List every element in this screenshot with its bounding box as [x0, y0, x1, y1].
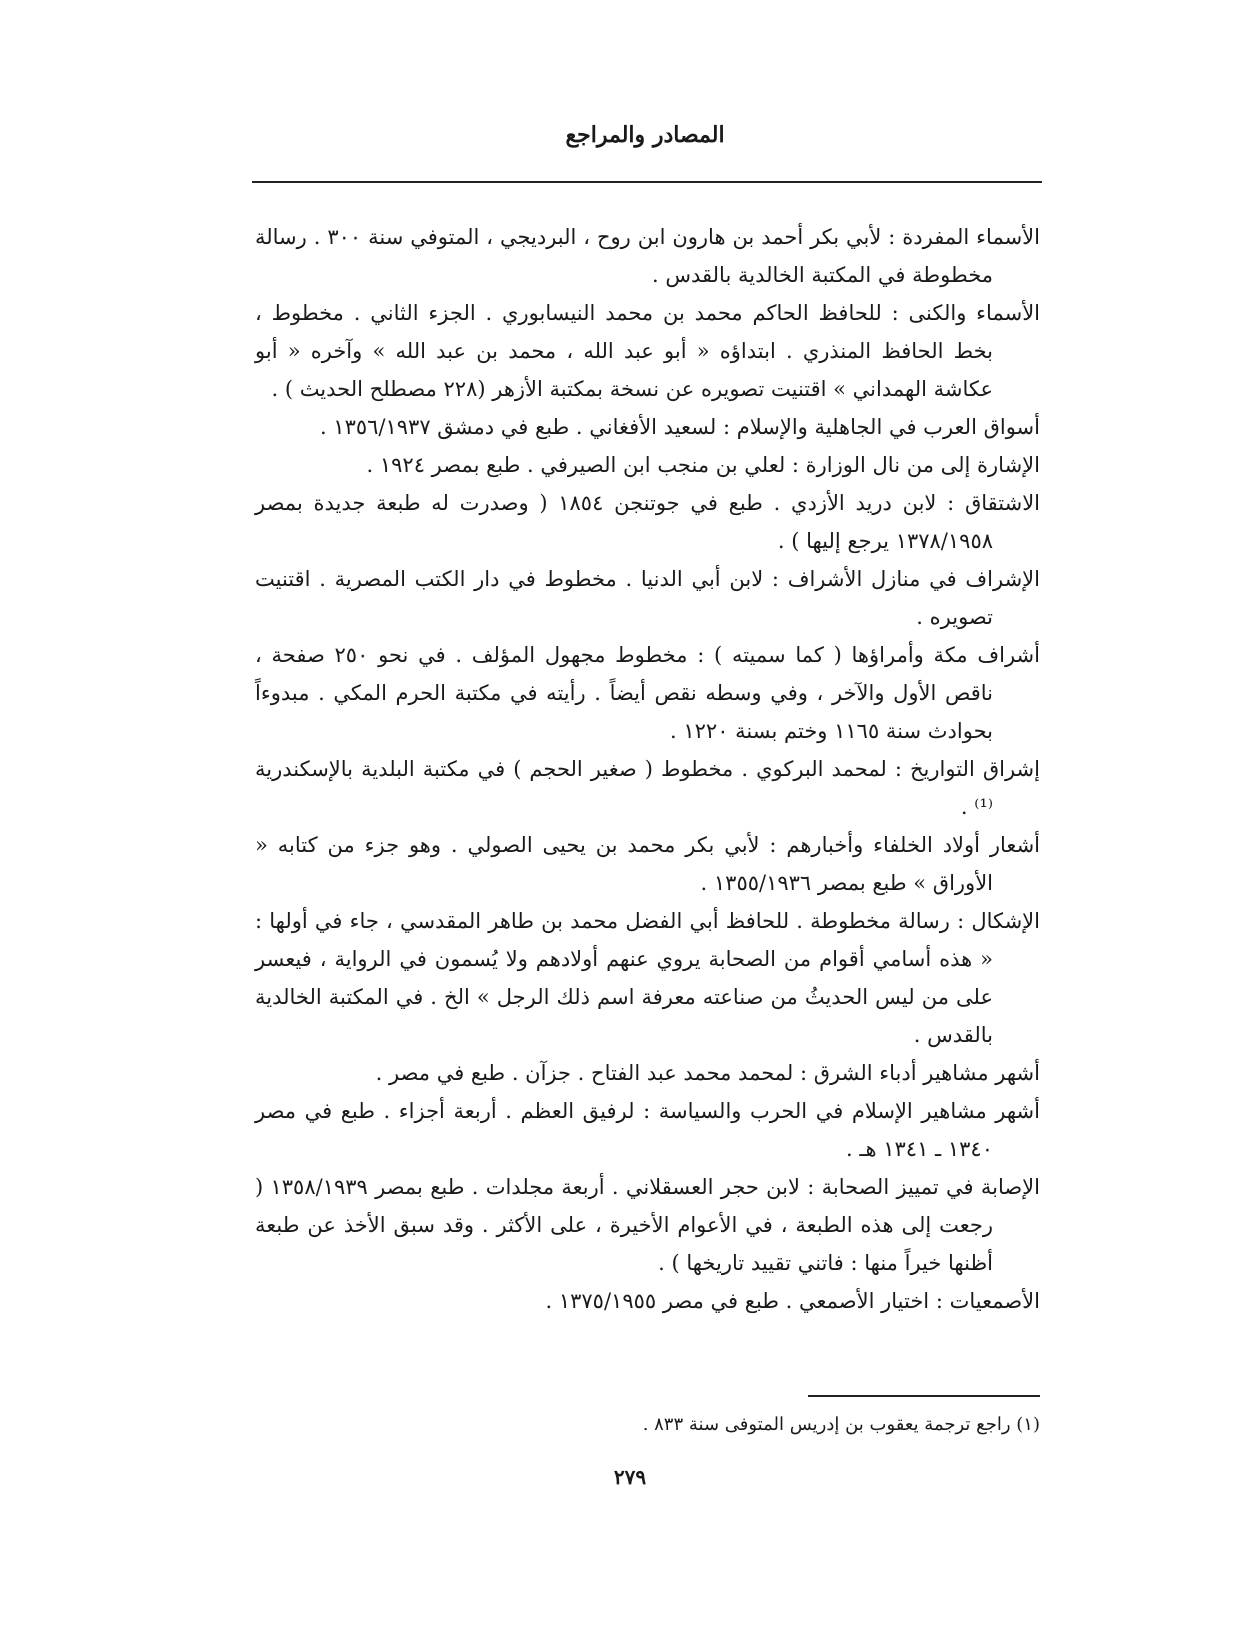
footnote: (١) راجع ترجمة يعقوب بن إدريس المتوفى سنة ٨٣٣ .: [642, 1414, 1040, 1435]
bibliography-entry: أسواق العرب في الجاهلية والإسلام : لسعيد الأفغاني . طبع في دمشق ١٣٥٦/١٩٣٧ .: [319, 415, 1040, 439]
bibliography-entry: أشهر مشاهير أدباء الشرق : لمحمد محمد عبد الفتاح . جزآن . طبع في مصر .: [375, 1061, 1040, 1085]
bibliography-entry: الإشارة إلى من نال الوزارة : لعلي بن منجب ابن الصيرفي . طبع بمصر ١٩٢٤ .: [366, 453, 1040, 477]
bibliography-entry: أشهر مشاهير الإسلام في الحرب والسياسة : لرفيق العظم . أربعة أجزاء . طبع في مصر ١٣٤٠ ـ ١٣٤١ هـ .: [255, 1099, 1040, 1161]
bibliography-entry: الإصابة في تمييز الصحابة : لابن حجر العسقلاني . أربعة مجلدات . طبع بمصر ١٣٥٨/١٩٣٩ ( رجعت إلى هذه الطبعة ، في الأعوام الأخيرة ، على الأكثر . وقد سبق الأخذ عن طبعة أظنها خيراً منها : فاتني تقييد تاريخها ) .: [255, 1175, 1040, 1275]
bibliography-entry: الإشكال : رسالة مخطوطة . للحافظ أبي الفضل محمد بن طاهر المقدسي ، جاء في أولها : « هذه أسامي أقوام من الصحابة يروي عنهم أولادهم ولا يُسمون في الرواية ، فيعسر على من ليس الحديثُ من صناعته معرفة اسم ذلك الرجل » الخ . في المكتبة الخالدية بالقدس .: [255, 909, 1040, 1047]
header-rule: [252, 181, 1042, 183]
bibliography-entry: أشراف مكة وأمراؤها ( كما سميته ) : مخطوط مجهول المؤلف . في نحو ٢٥٠ صفحة ، ناقص الأول والآخر ، وفي وسطه نقص أيضاً . رأيته في مكتبة الحرم المكي . مبدوءاً بحوادث سنة ١١٦٥ وختم بسنة ١٢٢٠ .: [255, 643, 1040, 743]
bibliography-entry: إشراق التواريخ : لمحمد البركوي . مخطوط ( صغير الحجم ) في مكتبة البلدية بالإسكندرية ⁽¹⁾ .: [255, 757, 1040, 819]
bibliography-entry: الأسماء المفردة : لأبي بكر أحمد بن هارون ابن روح ، البرديجي ، المتوفي سنة ٣٠٠ . رسالة مخطوطة في المكتبة الخالدية بالقدس .: [255, 225, 1040, 287]
footnote-rule: [808, 1395, 1040, 1397]
bibliography-entry: الاشتقاق : لابن دريد الأزدي . طبع في جوتنجن ١٨٥٤ ( وصدرت له طبعة جديدة بمصر ١٣٧٨/١٩٥٨ يرجع إليها ) .: [255, 491, 1040, 553]
bibliography-entry: الإشراف في منازل الأشراف : لابن أبي الدنيا . مخطوط في دار الكتب المصرية . اقتنيت تصويره .: [255, 567, 1040, 629]
bibliography-entry: الأصمعيات : اختيار الأصمعي . طبع في مصر ١٣٧٥/١٩٥٥ .: [545, 1289, 1040, 1313]
bibliography-entry: الأسماء والكنى : للحافظ الحاكم محمد بن محمد النيسابوري . الجزء الثاني . مخطوط ، بخط الحافظ المنذري . ابتداؤه « أبو عبد الله ، محمد بن عبد الله » وآخره « أبو عكاشة الهمداني » اقتنيت تصويره عن نسخة بمكتبة الأزهر (٢٢٨ مصطلح الحديث ) .: [255, 301, 1040, 401]
running-head: المصادر والمراجع: [565, 122, 725, 148]
page-number: ٢٧٩: [613, 1465, 647, 1489]
bibliography-list: [255, 218, 1040, 1320]
bibliography-entry: أشعار أولاد الخلفاء وأخبارهم : لأبي بكر محمد بن يحيى الصولي . وهو جزء من كتابه « الأوراق » طبع بمصر ١٣٥٥/١٩٣٦ .: [255, 833, 1040, 895]
